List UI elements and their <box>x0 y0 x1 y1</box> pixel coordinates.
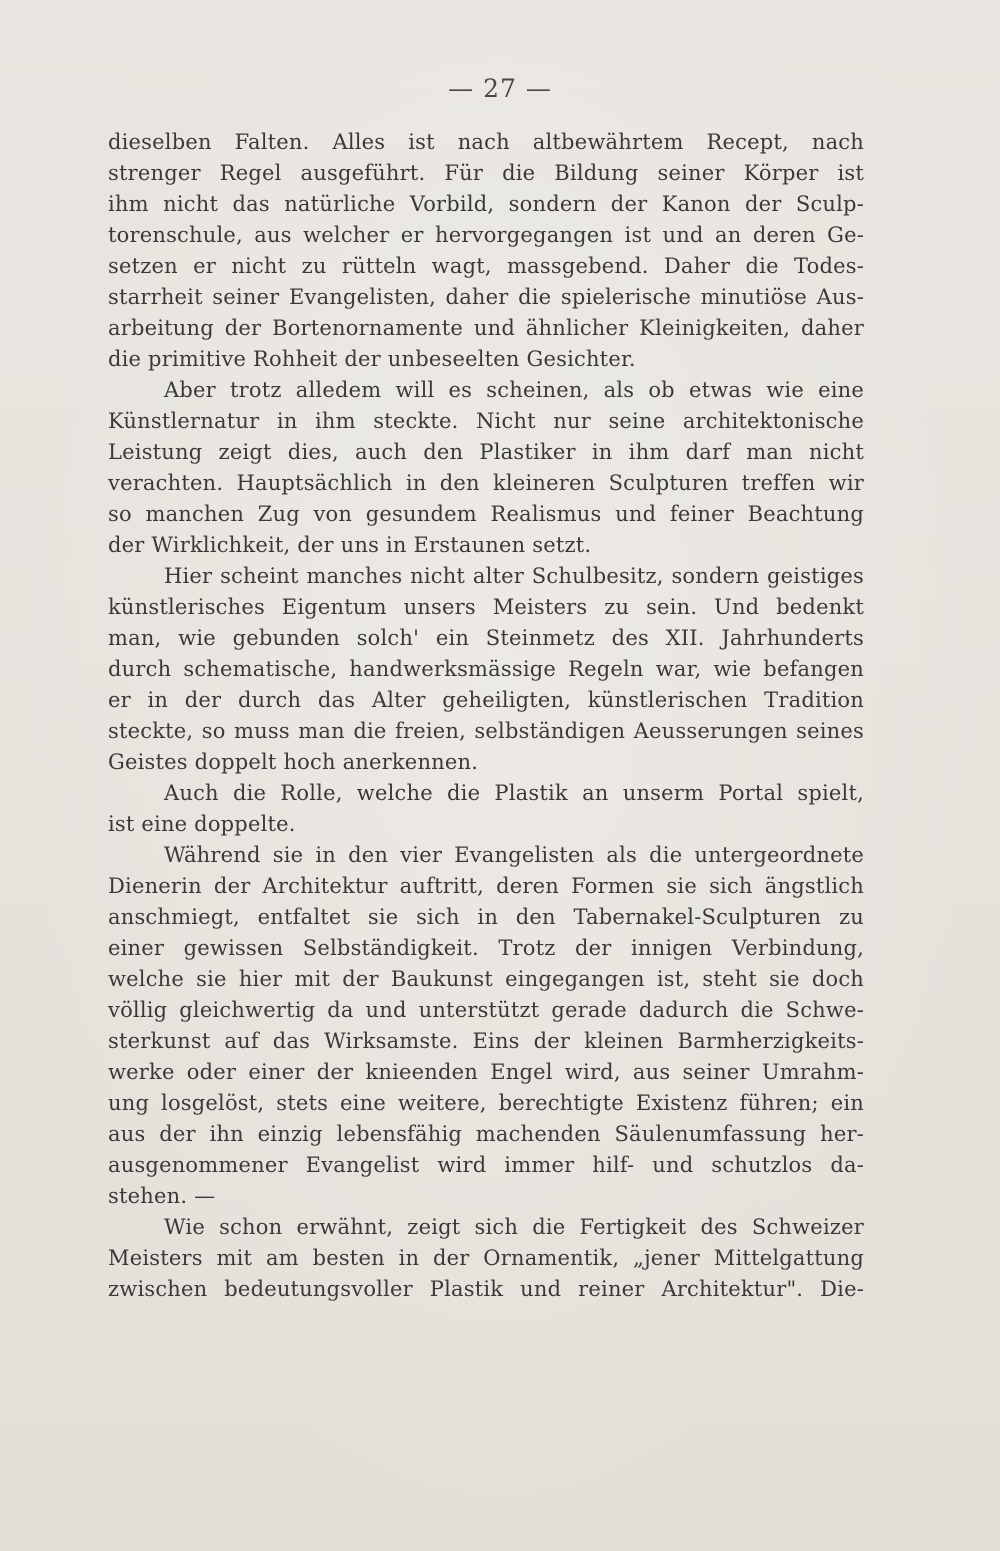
text-line: Meisters mit am besten in der Ornamentik, „jener Mittelgattung <box>108 1246 864 1270</box>
text-line: so manchen Zug von gesundem Realismus und feiner Beachtung <box>108 502 864 526</box>
text-line: welche sie hier mit der Baukunst eingegangen ist, steht sie doch <box>108 967 864 991</box>
text-line: Während sie in den vier Evangelisten als die untergeordnete <box>164 843 864 867</box>
text-line: Wie schon erwähnt, zeigt sich die Fertigkeit des Schweizer <box>164 1215 864 1239</box>
text-line: strenger Regel ausgeführt. Für die Bildung seiner Körper ist <box>108 161 864 185</box>
text-line: verachten. Hauptsächlich in den kleineren Sculpturen treffen wir <box>108 471 864 495</box>
text-line: zwischen bedeutungsvoller Plastik und reiner Architektur". Die- <box>108 1277 864 1301</box>
text-line: völlig gleichwertig da und unterstützt gerade dadurch die Schwe- <box>108 998 864 1022</box>
text-line: starrheit seiner Evangelisten, daher die spielerische minutiöse Aus- <box>108 285 864 309</box>
text-line: sterkunst auf das Wirksamste. Eins der kleinen Barmherzigkeits- <box>108 1029 864 1053</box>
text-line: ung losgelöst, stets eine weitere, berechtigte Existenz führen; ein <box>108 1091 864 1115</box>
text-line: anschmiegt, entfaltet sie sich in den Tabernakel-Sculpturen zu <box>108 905 864 929</box>
text-line: arbeitung der Bortenornamente und ähnlicher Kleinigkeiten, daher <box>108 316 864 340</box>
text-line: ist eine doppelte. <box>108 812 296 836</box>
text-line: der Wirklichkeit, der uns in Erstaunen setzt. <box>108 533 592 557</box>
text-line: er in der durch das Alter geheiligten, künstlerischen Tradition <box>108 688 864 712</box>
text-line: ausgenommener Evangelist wird immer hilf- und schutzlos da- <box>108 1153 864 1177</box>
text-line: Künstlernatur in ihm steckte. Nicht nur seine architektonische <box>108 409 864 433</box>
text-line: werke oder einer der knieenden Engel wird, aus seiner Umrahm- <box>108 1060 864 1084</box>
text-line: Aber trotz alledem will es scheinen, als ob etwas wie eine <box>164 378 864 402</box>
text-line: setzen er nicht zu rütteln wagt, massgebend. Daher die Todes- <box>108 254 864 278</box>
text-line: Geistes doppelt hoch anerkennen. <box>108 750 479 774</box>
text-line: Hier scheint manches nicht alter Schulbesitz, sondern geistiges <box>164 564 864 588</box>
text-line: Auch die Rolle, welche die Plastik an unserm Portal spielt, <box>164 781 864 805</box>
text-line: Leistung zeigt dies, auch den Plastiker in ihm darf man nicht <box>108 440 864 464</box>
text-line: aus der ihn einzig lebensfähig machenden Säulenumfassung her- <box>108 1122 864 1146</box>
text-line: stehen. — <box>108 1184 216 1208</box>
text-line: künstlerisches Eigentum unsers Meisters zu sein. Und bedenkt <box>108 595 864 619</box>
text-line: dieselben Falten. Alles ist nach altbewährtem Recept, nach <box>108 130 864 154</box>
text-line: steckte, so muss man die freien, selbständigen Aeusserungen seines <box>108 719 864 743</box>
text-line: einer gewissen Selbständigkeit. Trotz der innigen Verbindung, <box>108 936 864 960</box>
text-line: Dienerin der Architektur auftritt, deren Formen sie sich ängstlich <box>108 874 864 898</box>
text-line: die primitive Rohheit der unbeseelten Gesichter. <box>108 347 636 371</box>
text-line: torenschule, aus welcher er hervorgegangen ist und an deren Ge- <box>108 223 864 247</box>
text-line: ihm nicht das natürliche Vorbild, sondern der Kanon der Sculp- <box>108 192 864 216</box>
body-text <box>108 127 864 1305</box>
page-number: — 27 — <box>448 74 552 103</box>
text-line: man, wie gebunden solch' ein Steinmetz des XII. Jahrhunderts <box>108 626 864 650</box>
text-line: durch schematische, handwerksmässige Regeln war, wie befangen <box>108 657 864 681</box>
